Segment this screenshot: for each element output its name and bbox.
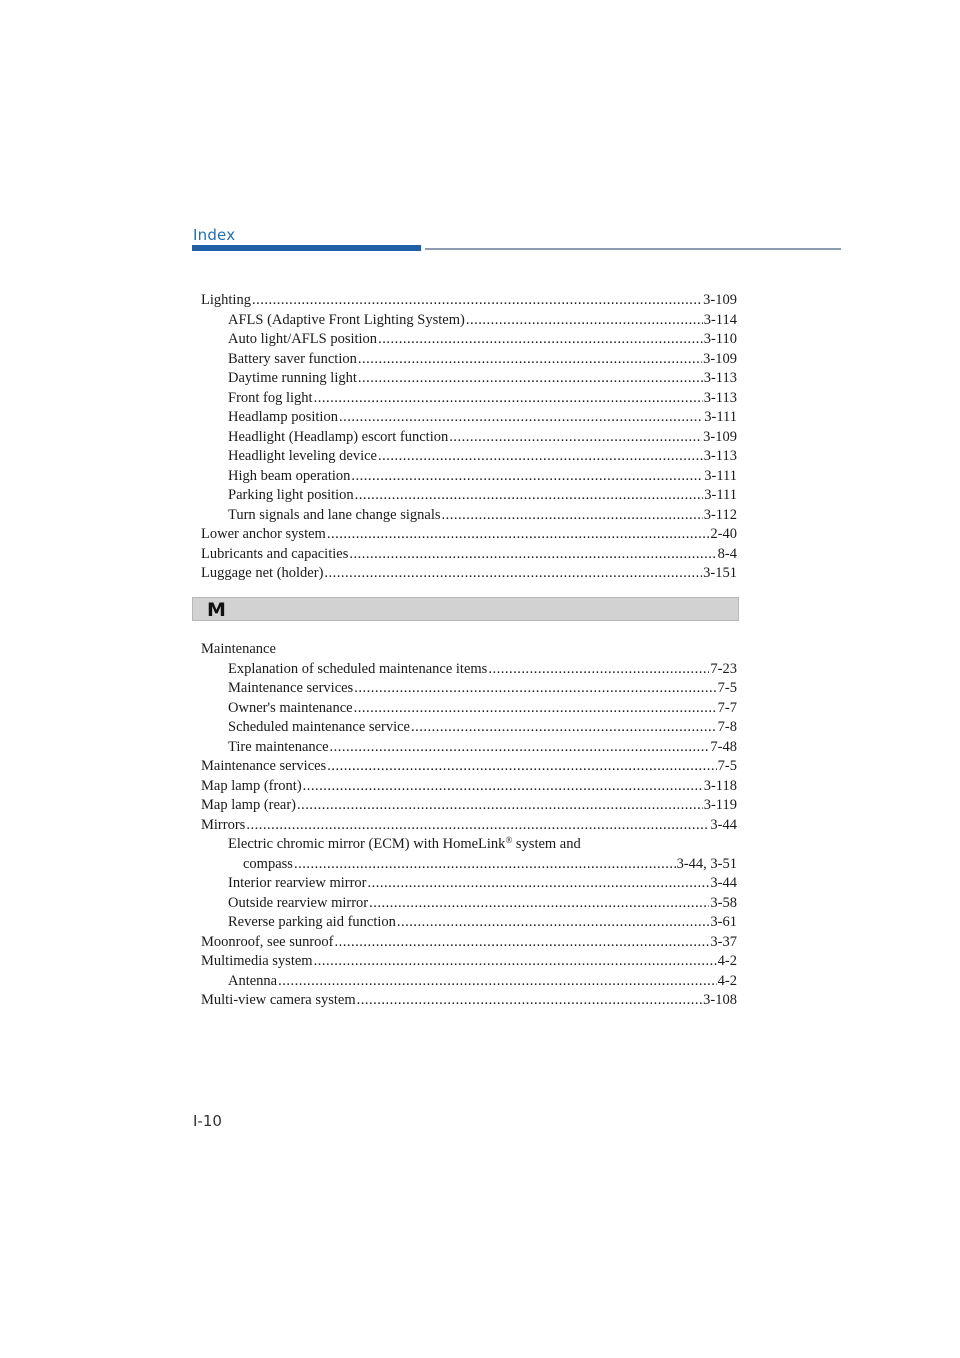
page-number: I-10 (193, 1112, 222, 1130)
dot-leader (324, 564, 702, 584)
dot-leader (335, 933, 710, 953)
dot-leader (378, 330, 703, 350)
index-entry-label: Lighting (201, 292, 251, 308)
dot-leader (314, 389, 703, 409)
index-entry (201, 408, 737, 428)
index-entry-label: Maintenance (201, 641, 276, 657)
index-entry-page: 3-44, 3-51 (676, 855, 737, 872)
dot-leader (339, 408, 703, 428)
index-entry (201, 525, 737, 545)
index-entry-label: Multimedia system (201, 953, 313, 969)
index-entry (201, 389, 737, 409)
index-entry-label: Maintenance services (201, 758, 327, 774)
dot-leader (449, 428, 702, 448)
index-entry-page: 3-111 (704, 409, 737, 425)
dot-leader (378, 447, 703, 467)
dot-leader (442, 506, 703, 526)
index-entry-page: 3-114 (703, 311, 737, 328)
index-entry-label: Turn signals and lane change signals (228, 506, 441, 523)
index-entry-page: 3-113 (703, 389, 737, 406)
index-entry (201, 777, 737, 797)
index-entry-label: Map lamp (front) (201, 777, 302, 794)
index-entry-label: compass (243, 855, 293, 872)
index-entry-page: 3-109 (703, 428, 737, 445)
index-entry-page: 3-119 (703, 797, 737, 813)
index-entry-label: Parking light position (228, 487, 354, 503)
index-entry (201, 660, 737, 680)
index-entry (201, 447, 737, 467)
index-entry (201, 311, 737, 331)
index-entry-page: 3-61 (710, 914, 737, 930)
index-entry (201, 640, 737, 660)
index-entry (201, 913, 737, 933)
index-entry (201, 874, 737, 894)
index-entry-page: 3-112 (703, 506, 737, 523)
dot-leader (354, 699, 717, 719)
dot-leader (355, 486, 704, 506)
index-entry-label: Lower anchor system (201, 526, 326, 542)
index-entry (201, 952, 737, 972)
dot-leader (358, 350, 702, 370)
dot-leader (354, 679, 716, 699)
index-entry-label: Outside rearview mirror (228, 894, 369, 911)
index-entry (201, 350, 737, 370)
dot-leader (368, 874, 710, 894)
index-entry (201, 506, 737, 526)
index-entry-label: Front fog light (228, 389, 313, 406)
dot-leader (297, 796, 703, 816)
dot-leader (246, 816, 709, 836)
index-entry-page: 3-111 (704, 467, 737, 484)
index-entry-page: 2-40 (710, 526, 737, 542)
index-entry (201, 545, 737, 565)
index-entry (201, 855, 737, 875)
dot-leader (351, 467, 703, 487)
index-entry-label: Auto light/AFLS position (228, 331, 378, 347)
dot-leader (358, 369, 703, 389)
index-entry (201, 679, 737, 699)
index-entry-page: 3-113 (703, 370, 737, 386)
dot-leader (357, 991, 703, 1011)
index-entry-page: 4-2 (717, 972, 737, 989)
index-entry-page: 3-109 (703, 292, 737, 308)
index-entry-page: 7-5 (717, 758, 737, 774)
index-entry-label: Map lamp (rear) (201, 797, 297, 813)
index-entry-label: Explanation of scheduled maintenance items (228, 660, 488, 677)
index-entry-page: 7-48 (710, 738, 737, 755)
index-entry-page: 3-118 (703, 777, 737, 794)
index-entry (201, 757, 737, 777)
dot-leader (411, 718, 717, 738)
index-entry-label: Luggage net (holder) (201, 565, 324, 581)
index-entry-label: Headlight (Headlamp) escort function (228, 428, 449, 445)
dot-leader (488, 660, 709, 680)
index-entry (201, 894, 737, 914)
index-entry-page: 4-2 (717, 953, 737, 969)
index-entry (201, 738, 737, 758)
dot-leader (303, 777, 703, 797)
index-entry-page: 3-108 (703, 992, 737, 1008)
index-entry-page: 7-23 (710, 660, 737, 677)
index-entry-label: High beam operation (228, 467, 351, 484)
section-letter: M (207, 599, 226, 621)
dot-leader (327, 757, 716, 777)
index-entry-label: Headlamp position (228, 409, 338, 425)
index-entry (201, 564, 737, 584)
index-entry (201, 796, 737, 816)
dot-leader (314, 952, 717, 972)
index-entry-page: 3-44 (710, 875, 737, 891)
index-entry (201, 467, 737, 487)
index-entry (201, 933, 737, 953)
index-entry (201, 291, 737, 311)
index-entry (201, 718, 737, 738)
dot-leader (294, 855, 676, 875)
index-entry-page: 3-113 (703, 448, 737, 464)
dot-leader (252, 291, 702, 311)
dot-leader (330, 738, 710, 758)
index-entry-label: Battery saver function (228, 350, 357, 367)
index-entry-page: 3-37 (710, 933, 737, 950)
index-entry-label: Maintenance services (228, 680, 354, 696)
index-entry-page: 3-151 (703, 565, 737, 581)
index-entry (201, 991, 737, 1011)
dot-leader (327, 525, 710, 545)
index-entry (201, 816, 737, 836)
index-entry-label: Electric chromic mirror (ECM) with HomeLink® system and (228, 835, 581, 852)
dot-leader (278, 972, 717, 992)
index-entry (201, 369, 737, 389)
index-entry-page: 3-109 (703, 350, 737, 367)
index-entry-page: 3-58 (710, 894, 737, 911)
index-entry-label: Owner's maintenance (228, 699, 353, 716)
index-entry-label: Antenna (228, 972, 278, 989)
index-entry-page: 3-110 (703, 331, 737, 347)
index-entry-page: 8-4 (717, 545, 737, 562)
index-entry (201, 972, 737, 992)
header-rule (425, 248, 841, 250)
section-header-title: Index (193, 226, 236, 244)
index-entry-page: 3-44 (710, 816, 737, 833)
index-entry (201, 699, 737, 719)
index-entry-label: Tire maintenance (228, 738, 329, 755)
index-entry-label: Scheduled maintenance service (228, 719, 410, 735)
index-list-l (201, 291, 737, 584)
index-entry (201, 486, 737, 506)
section-letter-bar (192, 597, 739, 621)
index-entry-label: Daytime running light (228, 370, 357, 386)
index-entry-label: AFLS (Adaptive Front Lighting System) (228, 311, 465, 328)
header-rule-accent (192, 245, 421, 251)
index-entry-label: Moonroof, see sunroof (201, 933, 334, 950)
index-entry-page: 7-5 (717, 680, 737, 696)
index-list-m (201, 640, 737, 1011)
index-entry-label: Headlight leveling device (228, 448, 377, 464)
dot-leader (466, 311, 703, 331)
index-entry-label: Lubricants and capacities (201, 545, 349, 562)
index-entry-page: 7-8 (717, 719, 737, 735)
dot-leader (397, 913, 710, 933)
index-entry-label: Mirrors (201, 816, 246, 833)
index-entry-label: Interior rearview mirror (228, 875, 367, 891)
index-entry-label: Reverse parking aid function (228, 914, 396, 930)
dot-leader (369, 894, 709, 914)
index-entry-page: 7-7 (717, 699, 737, 716)
index-entry-label: Multi-view camera system (201, 992, 356, 1008)
dot-leader (349, 545, 716, 565)
index-entry (201, 428, 737, 448)
index-entry (201, 835, 737, 855)
index-entry-page: 3-111 (704, 487, 737, 503)
index-entry (201, 330, 737, 350)
